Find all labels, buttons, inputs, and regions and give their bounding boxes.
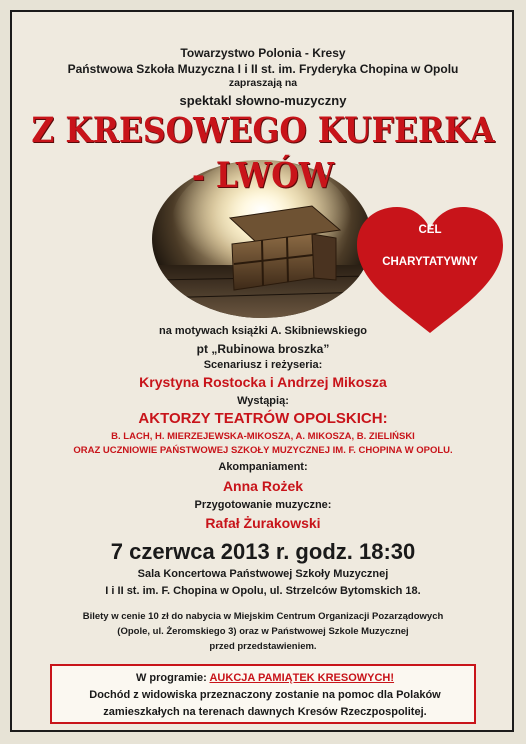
program-label: W programie: [135, 672, 210, 684]
venue-line-2: I i II st. im. F. Chopina w Opolu, ul. Strzelców Bytomskich 18. [105, 585, 421, 597]
program-highlight: AUKCJA PAMIĄTEK KRESOWYCH! [209, 672, 395, 684]
script-authors: Krystyna Rostocka i Andrzej Mikosza [139, 374, 387, 390]
cast-title: AKTORZY TEATRÓW OPOLSKICH: [138, 410, 388, 427]
music-label: Przygotowanie muzyczne: [194, 499, 332, 511]
program-box [50, 664, 476, 724]
venue-line-1: Sala Koncertowa Państwowej Szkoły Muzycznej [137, 568, 389, 580]
based-on: na motywach książki A. Skibniewskiego [158, 325, 368, 337]
organizer-2: Państwowa Szkoła Muzyczna I i II st. im. Fryderyka Chopina w Opolu [67, 62, 459, 76]
title-line-1: Z KRESOWEGO KUFERKA [31, 110, 495, 151]
accomp-name: Anna Rożek [222, 478, 304, 494]
program-line-2: Dochód z widowiska przeznaczony zostanie na pomoc dla Polaków [89, 689, 441, 701]
accomp-label: Akompaniament: [218, 461, 308, 473]
organizers [0, 45, 526, 77]
tickets-line-3: przed przedstawieniem. [209, 641, 317, 652]
cast-line-2: ORAZ UCZNIOWIE PAŃSTWOWEJ SZKOŁY MUZYCZNEJ IM. F. CHOPINA W OPOLU. [73, 445, 453, 456]
script-label: Scenariusz i reżyseria: [203, 359, 323, 371]
heart-label-2: CHARYTATYWNY [382, 256, 478, 268]
event-type: spektakl słowno-muzyczny [179, 93, 347, 108]
cast-line-1: B. LACH, H. MIERZEJEWSKA-MIKOSZA, A. MIKOSZA, B. ZIELIŃSKI [111, 431, 415, 442]
heart-label-1: CEL [418, 224, 442, 236]
title-line-2: - LWÓW [191, 155, 335, 196]
organizer-1: Towarzystwo Polonia - Kresy [180, 46, 346, 60]
tickets-line-2: (Opole, ul. Żeromskiego 3) oraz w Państwowej Szkole Muzycznej [117, 626, 409, 637]
music-name: Rafał Żurakowski [205, 515, 321, 531]
invite-text: zapraszają na [228, 77, 298, 89]
book-title: pt „Rubinowa broszka” [196, 342, 330, 356]
event-date: 7 czerwca 2013 r. godz. 18:30 [110, 539, 416, 564]
program-line-3: zamieszkałych na terenach dawnych Kresów Rzeczpospolitej. [103, 706, 427, 718]
program-line-1 [52, 672, 478, 684]
cast-label: Wystąpią: [237, 395, 289, 407]
tickets-line-1: Bilety w cenie 10 zł do nabycia w Miejskim Centrum Organizacji Pozarządowych [82, 611, 444, 622]
